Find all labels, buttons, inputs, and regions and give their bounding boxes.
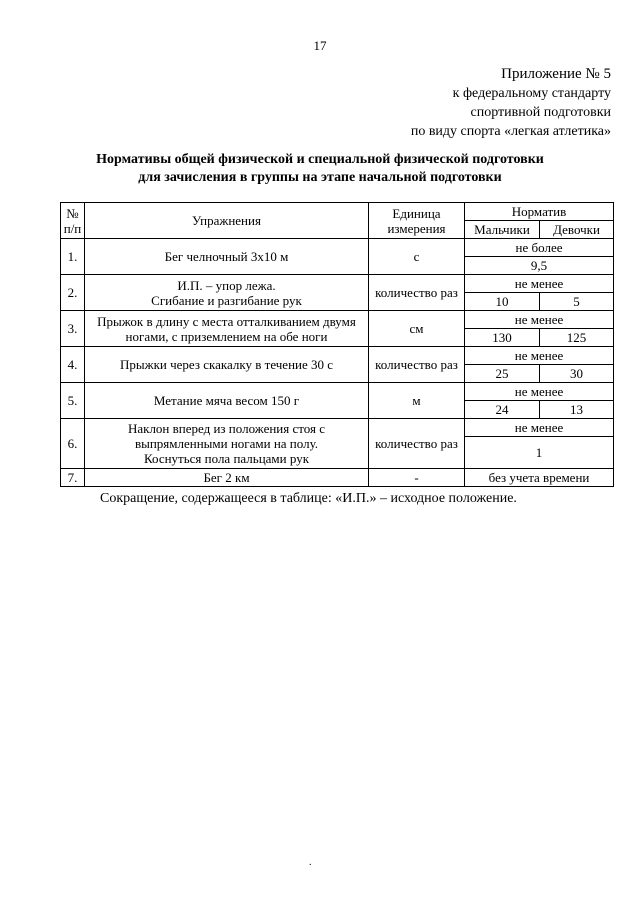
footer-mark: . — [309, 857, 312, 868]
row-condition: не менее — [465, 311, 614, 329]
row-num: 3. — [61, 311, 85, 347]
appendix-line-4: по виду спорта «легкая атлетика» — [410, 124, 611, 139]
table-row — [61, 469, 614, 487]
appendix-line-2: к федеральному стандарту — [452, 86, 611, 101]
row-unit: количество раз — [369, 419, 465, 469]
header-unit: Единица измерения — [369, 203, 465, 239]
row-unit: количество раз — [369, 275, 465, 311]
row-condition: не менее — [465, 347, 614, 365]
row-exercise: Бег 2 км — [85, 469, 369, 487]
row-num: 5. — [61, 383, 85, 419]
table-row — [61, 239, 614, 257]
title-line-1: Нормативы общей физической и специальной физической подготовки — [96, 152, 544, 167]
page-number: 17 — [313, 38, 327, 53]
row-num: 6. — [61, 419, 85, 469]
header-exercise: Упражнения — [85, 203, 369, 239]
row-exercise: Бег челночный 3х10 м — [85, 239, 369, 275]
row-girls-value: 5 — [540, 293, 614, 311]
table-row — [61, 419, 614, 437]
row-num: 1. — [61, 239, 85, 275]
row-num: 4. — [61, 347, 85, 383]
row-unit: см — [369, 311, 465, 347]
title-line-2: для зачисления в группы на этапе начальной подготовки — [138, 170, 502, 185]
row-exercise: Метание мяча весом 150 г — [85, 383, 369, 419]
table-row — [61, 311, 614, 329]
row-exercise: Прыжок в длину с места отталкиванием двумя ногами, с приземлением на обе ноги — [85, 311, 369, 347]
appendix-block — [411, 65, 611, 141]
row-unit: количество раз — [369, 347, 465, 383]
row-girls-value: 125 — [540, 329, 614, 347]
row-boys-value: 130 — [465, 329, 540, 347]
header-boys: Мальчики — [465, 221, 540, 239]
row-condition: не менее — [465, 275, 614, 293]
row-unit: с — [369, 239, 465, 275]
row-boys-value: 10 — [465, 293, 540, 311]
table-row — [61, 275, 614, 293]
row-exercise: Прыжки через скакалку в течение 30 с — [85, 347, 369, 383]
row-boys-value: 24 — [465, 401, 540, 419]
row-unit: - — [369, 469, 465, 487]
row-girls-value: 30 — [540, 365, 614, 383]
row-condition: не менее — [465, 419, 614, 437]
row-exercise: Наклон вперед из положения стоя с выпрямленными ногами на полу. Коснуться пола пальцами рук — [85, 419, 369, 469]
row-condition: не менее — [465, 383, 614, 401]
header-num: № п/п — [61, 203, 85, 239]
header-norm: Норматив — [465, 203, 614, 221]
appendix-line-3: спортивной подготовки — [470, 105, 611, 120]
row-exercise: И.П. – упор лежа. Сгибание и разгибание рук — [85, 275, 369, 311]
row-value: 9,5 — [465, 257, 614, 275]
document-title — [0, 151, 640, 187]
footnote: Сокращение, содержащееся в таблице: «И.П.» – исходное положение. — [100, 491, 517, 506]
table-header-row — [61, 203, 614, 221]
norms-table — [60, 202, 614, 487]
table-row — [61, 383, 614, 401]
row-num: 7. — [61, 469, 85, 487]
row-boys-value: 25 — [465, 365, 540, 383]
row-girls-value: 13 — [540, 401, 614, 419]
row-value: 1 — [465, 437, 614, 469]
row-unit: м — [369, 383, 465, 419]
row-num: 2. — [61, 275, 85, 311]
header-girls: Девочки — [540, 221, 614, 239]
row-condition: не более — [465, 239, 614, 257]
appendix-line-1: Приложение № 5 — [501, 66, 611, 82]
row-value: без учета времени — [465, 469, 614, 487]
table-row — [61, 347, 614, 365]
